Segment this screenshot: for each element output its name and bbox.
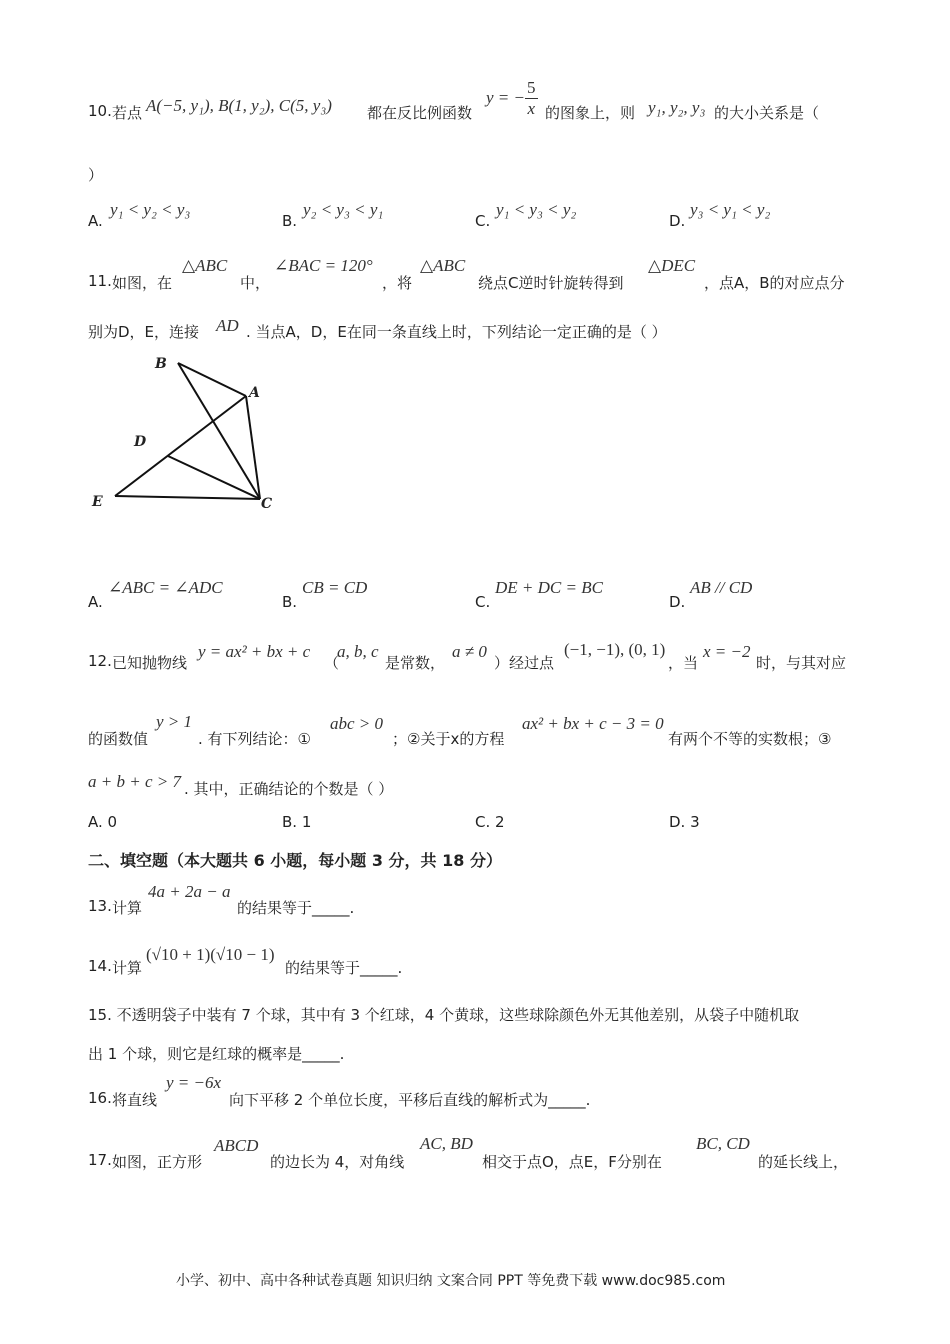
- q10-vars: y₁, y₂, y₃: [648, 98, 706, 117]
- q14-number: 14.: [88, 957, 112, 975]
- q12-line3: . 其中，正确结论的个数是（ ）: [184, 780, 394, 798]
- q10-option-a[interactable]: A.: [88, 212, 103, 230]
- q16-number: 16.: [88, 1089, 112, 1107]
- q10-function: y = − $\frac{5}{x}$: [486, 78, 536, 118]
- q11-number: 11.: [88, 272, 112, 290]
- q11-math-4: △DEC: [648, 256, 696, 275]
- q12-line2-d: 有两个不等的实数根；③: [668, 730, 832, 748]
- q17-math-1: ABCD: [214, 1136, 259, 1155]
- q11-text-4: 绕点C逆时针旋转得到: [478, 274, 624, 292]
- q12-option-c[interactable]: C. 2: [475, 813, 505, 831]
- q10-option-c-expr: y₁ < y₃ < y₂: [496, 200, 577, 219]
- q17-text-3: 相交于点O，点E，F分别在: [482, 1153, 662, 1171]
- q10-option-b[interactable]: B.: [282, 212, 298, 230]
- q11-line2-b: . 当点A，D，E在同一条直线上时，下列结论一定正确的是（ ）: [246, 323, 667, 341]
- q11-option-b[interactable]: B.: [282, 593, 298, 611]
- q10-option-b-expr: y₂ < y₃ < y₁: [303, 200, 384, 219]
- q16-math-1: y = −6x: [166, 1073, 222, 1092]
- q12-text-1: 已知抛物线: [112, 654, 188, 672]
- q11-option-b-expr: CB = CD: [302, 578, 368, 597]
- q13-number: 13.: [88, 897, 112, 915]
- q11-label-d: D: [134, 434, 147, 450]
- q12-option-d[interactable]: D. 3: [669, 813, 700, 831]
- q10-text-3: 的图象上，则: [545, 104, 636, 122]
- q11-text-5: ，点A，B的对应点分: [704, 274, 845, 292]
- q14-text-1: 计算: [112, 959, 143, 977]
- q12-line2-a: 的函数值: [88, 730, 149, 748]
- section-2-title: 二、填空题（本大题共 6 小题，每小题 3 分，共 18 分）: [88, 851, 502, 870]
- q16-text-1: 将直线: [112, 1091, 158, 1109]
- q12-number: 12.: [88, 652, 112, 670]
- q11-option-d[interactable]: D.: [669, 593, 686, 611]
- q12-option-a[interactable]: A. 0: [88, 813, 118, 831]
- q12-text-6: 时，与其对应: [756, 654, 847, 672]
- q15-line-2: 出 1 个球，则它是红球的概率是_____.: [88, 1045, 345, 1063]
- q17-math-3: BC, CD: [696, 1134, 750, 1153]
- q11-option-c-expr: DE + DC = BC: [495, 578, 603, 597]
- page-footer: 小学、初中、高中各种试卷真题 知识归纳 文案合同 PPT 等免费下载 www.doc985.com: [176, 1273, 726, 1289]
- q17-text-2: 的边长为 4，对角线: [270, 1153, 405, 1171]
- q10-text-2: 都在反比例函数: [367, 104, 473, 122]
- q10-close: ）: [88, 166, 104, 184]
- q15-line-1: 15. 不透明袋子中装有 7 个球，其中有 3 个红球，4 个黄球，这些球除颜色外无其他差别，从袋子中随机取: [88, 1006, 800, 1024]
- q12-option-b[interactable]: B. 1: [282, 813, 312, 831]
- q12-text-4: ）经过点: [494, 654, 555, 672]
- q10-option-c[interactable]: C.: [475, 212, 491, 230]
- q12-math-6: y > 1: [156, 712, 193, 731]
- q10-text-1: 若点: [112, 104, 143, 122]
- q12-math-3: a ≠ 0: [452, 642, 487, 661]
- q14-text-2: 的结果等于_____.: [285, 959, 403, 977]
- q10-points: A(−5, y₁), B(1, y₂), C(5, y₃): [146, 96, 332, 115]
- q10-number: 10.: [88, 102, 112, 120]
- q16-text-2: 向下平移 2 个单位长度，平移后直线的解析式为_____.: [229, 1091, 591, 1109]
- q11-figure: [80, 348, 290, 518]
- q11-text-3: ，将: [382, 274, 413, 292]
- q12-math-2: a, b, c: [337, 642, 379, 661]
- q11-label-b: B: [155, 356, 167, 372]
- q11-option-a[interactable]: A.: [88, 593, 103, 611]
- q13-math-1: 4a + 2a − a: [148, 882, 231, 901]
- q10-text-4: 的大小关系是（: [714, 104, 820, 122]
- q10-option-d-expr: y₃ < y₁ < y₂: [690, 200, 771, 219]
- q11-math-3: △ABC: [420, 256, 466, 275]
- q13-text-1: 计算: [112, 899, 143, 917]
- q11-label-e: E: [92, 494, 103, 510]
- q12-text-5: ，当: [668, 654, 699, 672]
- q17-text-4: 的延长线上，: [758, 1153, 849, 1171]
- q12-text-3: 是常数，: [385, 654, 446, 672]
- q11-text-2: 中，: [240, 274, 271, 292]
- q11-math-5: AD: [216, 316, 239, 335]
- q14-math-1: (√10 + 1)(√10 − 1): [146, 945, 275, 964]
- q12-math-5: x = −2: [703, 642, 751, 661]
- q11-label-c: C: [261, 496, 273, 512]
- q12-math-4: (−1, −1), (0, 1): [564, 640, 666, 659]
- q11-math-2: ∠BAC = 120°: [274, 256, 373, 275]
- q17-math-2: AC, BD: [420, 1134, 473, 1153]
- q11-math-1: △ABC: [182, 256, 228, 275]
- q12-math-9: a + b + c > 7: [88, 772, 181, 791]
- q10-option-d[interactable]: D.: [669, 212, 686, 230]
- q12-line2-c: ；②关于x的方程: [392, 730, 505, 748]
- q11-text-1: 如图，在: [112, 274, 173, 292]
- q11-label-a: A: [249, 385, 260, 401]
- q13-text-2: 的结果等于_____.: [237, 899, 355, 917]
- q10-option-a-expr: y₁ < y₂ < y₃: [110, 200, 191, 219]
- q17-number: 17.: [88, 1151, 112, 1169]
- q11-line2-a: 别为D，E，连接: [88, 323, 200, 341]
- q12-text-2: （: [324, 654, 340, 672]
- q12-math-7: abc > 0: [330, 714, 384, 733]
- q11-option-a-expr: ∠ABC = ∠ADC: [108, 578, 223, 597]
- q12-math-1: y = ax² + bx + c: [198, 642, 311, 661]
- q12-line2-b: . 有下列结论：①: [198, 730, 311, 748]
- q11-option-d-expr: AB // CD: [690, 578, 753, 597]
- q11-figure-lines: [115, 363, 260, 499]
- q11-option-c[interactable]: C.: [475, 593, 491, 611]
- q12-math-8: ax² + bx + c − 3 = 0: [522, 714, 664, 733]
- q17-text-1: 如图，正方形: [112, 1153, 203, 1171]
